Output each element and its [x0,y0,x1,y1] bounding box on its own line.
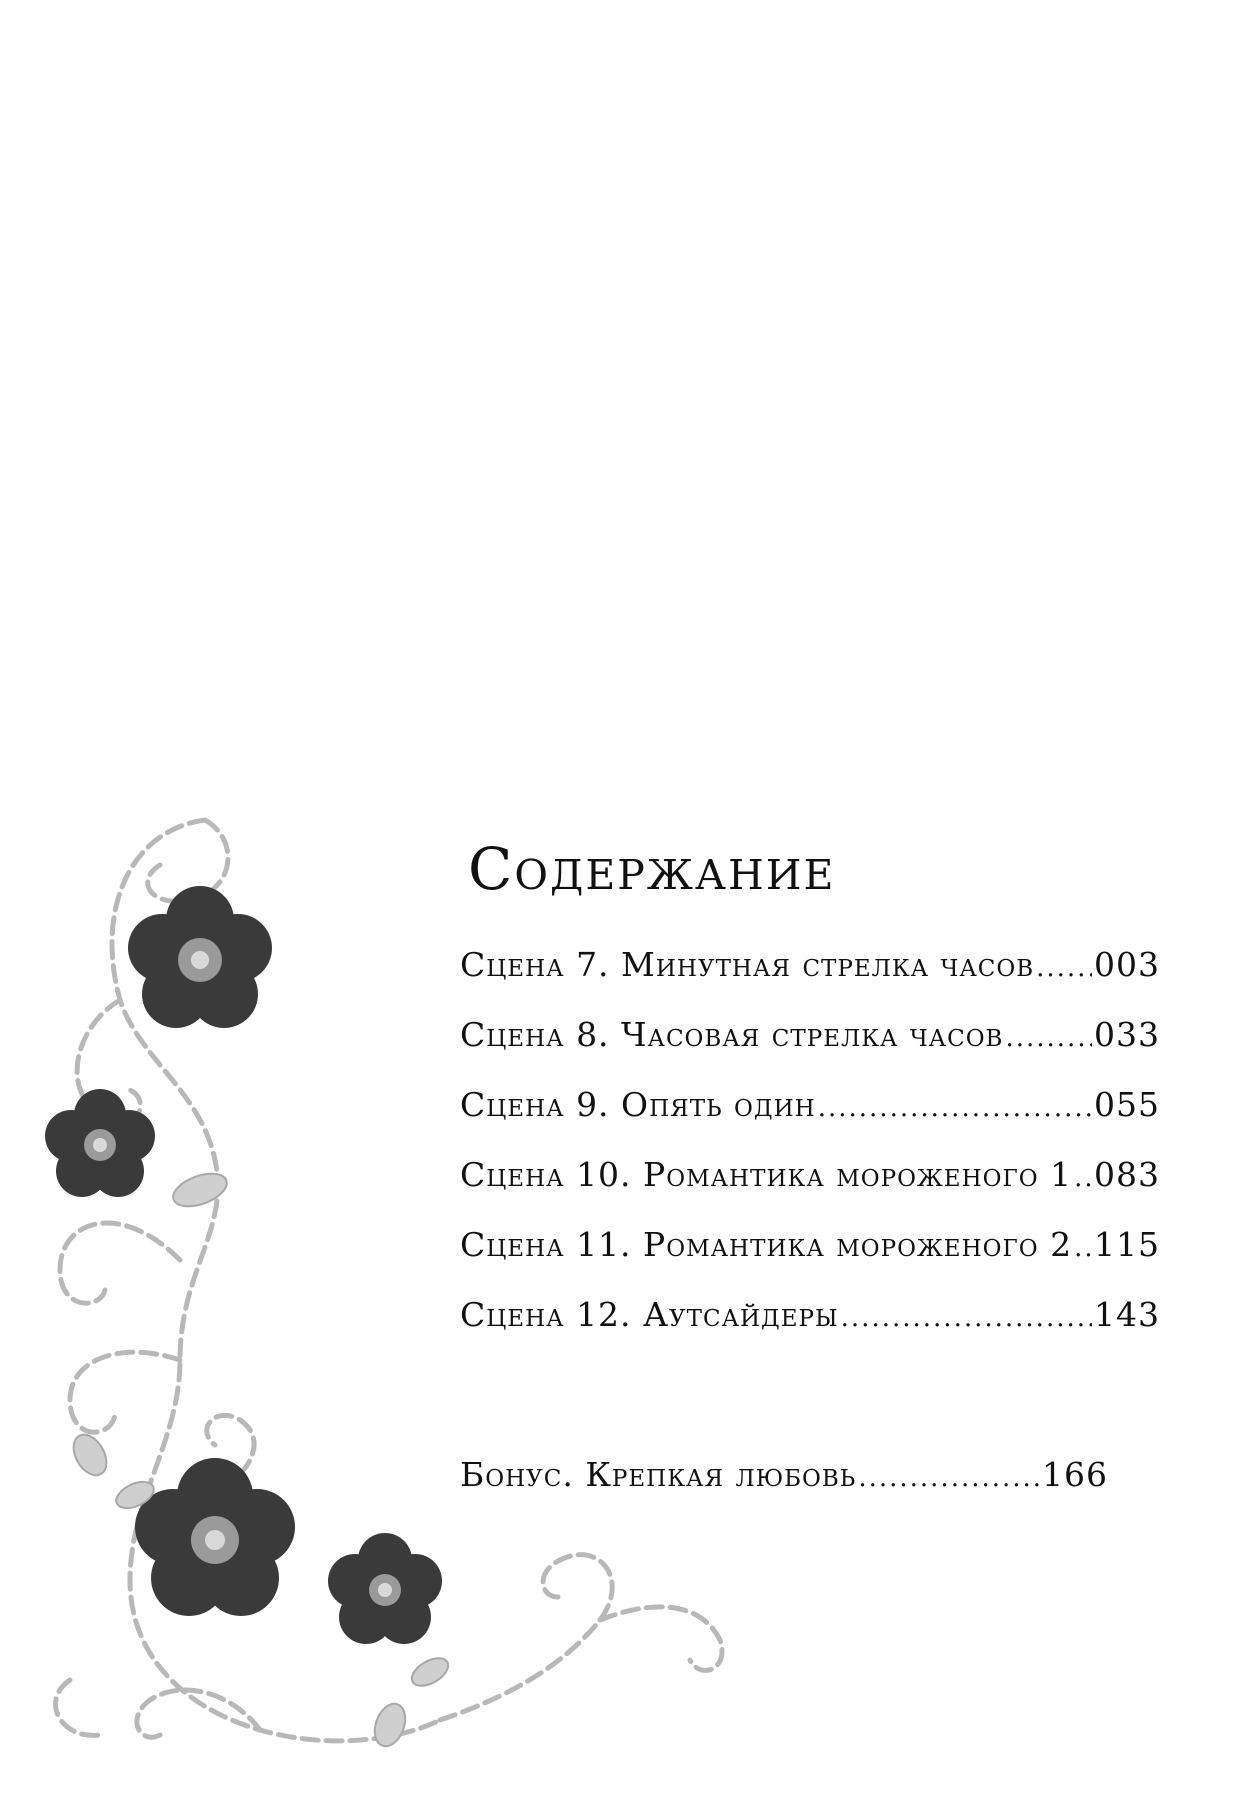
dot-leader [1074,1233,1092,1263]
toc-entry-page: 115 [1094,1225,1160,1264]
vine-stitch [60,1223,180,1303]
toc-entry[interactable] [460,1015,1160,1085]
dot-leader [1005,1023,1092,1053]
toc-entry-label: Бонус. Крепкая любовь [460,1455,857,1494]
flower-icon [128,886,272,1028]
toc-entry-page: 055 [1094,1085,1160,1124]
toc-entry-page: 083 [1094,1155,1160,1194]
vine-stitch [137,1690,260,1737]
leaf-icon [369,1700,410,1751]
dot-leader [1036,953,1092,983]
vine-stitch [440,1555,612,1720]
flower-icon [45,1089,155,1197]
toc-entry-label: Сцена 9. Опять один [460,1085,816,1124]
toc-entry-label: Сцена 12. Аутсайдеры [460,1295,839,1334]
leaf-icon [169,1167,231,1212]
toc-entry-page: 033 [1094,1015,1160,1054]
toc-title: Содержание [468,835,836,903]
vine-stitch [70,1352,180,1432]
toc-entry-page: 143 [1094,1295,1160,1334]
dot-leader [1074,1163,1092,1193]
vine-stitch [600,1607,722,1671]
dot-leader [858,1463,1040,1493]
toc-entry-label: Сцена 11. Романтика мороженого 2 [460,1225,1073,1264]
toc-entry[interactable] [460,945,1160,1015]
toc-entry-page: 166 [1042,1455,1108,1494]
flower-icon [328,1533,442,1644]
toc-bonus-entry[interactable] [460,1455,1108,1525]
dot-leader [841,1303,1092,1333]
toc-entry-label: Сцена 8. Часовая стрелка часов [460,1015,1004,1054]
toc-entry[interactable] [460,1225,1160,1295]
dot-leader [818,1093,1092,1123]
leaf-icon [67,1429,113,1481]
toc-entry[interactable] [460,1295,1160,1365]
table-of-contents [460,835,1160,1525]
toc-entry[interactable] [460,1155,1160,1225]
toc-entry-label: Сцена 10. Романтика мороженого 1 [460,1155,1073,1194]
chapter-list [460,945,1160,1365]
toc-entry-page: 003 [1094,945,1160,984]
vine-stitch [56,1680,100,1735]
flower-icon [135,1458,295,1616]
toc-entry-label: Сцена 7. Минутная стрелка часов [460,945,1035,984]
toc-entry[interactable] [460,1085,1160,1155]
leaf-icon [407,1652,453,1691]
